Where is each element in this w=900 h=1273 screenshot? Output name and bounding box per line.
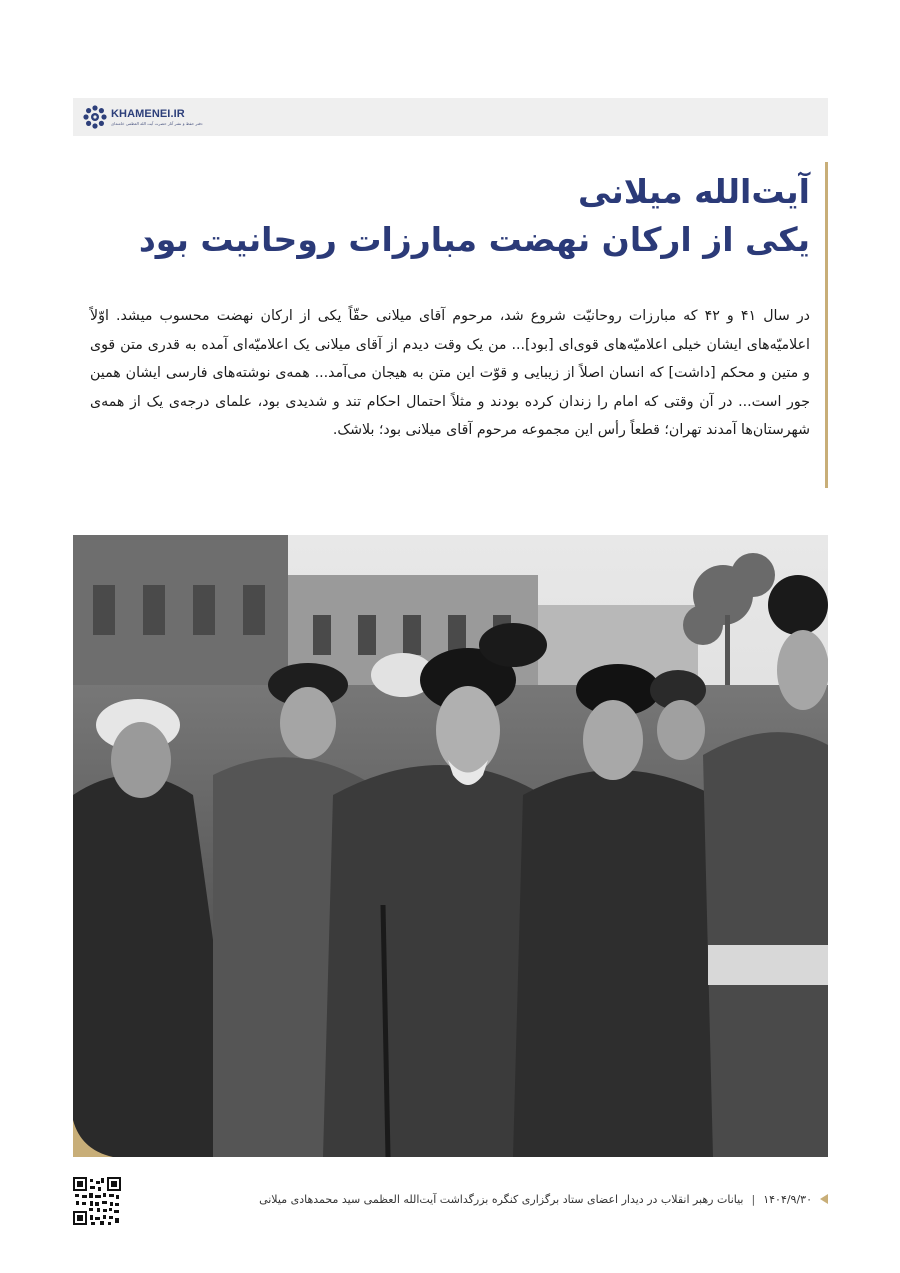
site-logo[interactable]: [82, 104, 203, 130]
site-subtitle: دفتر حفظ و نشر آثار حضرت آیت الله العظمی خامنه‌ای: [111, 120, 203, 126]
article-body: در سال ۴۱ و ۴۲ که مبارزات روحانیّت شروع شد، مرحوم آقای میلانی حقّاً یکی از ارکان نهضت محسوب میشد. اوّلاً اعلامیّه‌های ایشان خیلی اعلامیّه‌های قوی‌ای [بود]... من یک وقت دیدم از آقای میلانی یک اعلامیّه‌ای آمده به قدری متن قوی و متین و محکم [داشت] که انسان اصلاً از زیبایی و قوّت این متن به هیجان می‌آمد... همه‌ی نوشته‌های فارسی ایشان همین جور است... در آن وقتی که امام را زندان کرده بودند و مثلاً احتمال احکام تند و شدیدی بود، علمای درجه‌ی یک از همه‌ی شهرستان‌ها آمدند تهران؛ قطعاً رأس این مجموعه مرحوم آقای میلانی بود؛ بلاشک.: [90, 308, 810, 438]
site-name: KHAMENEI.IR: [111, 107, 185, 120]
qr-code-icon[interactable]: [73, 1177, 121, 1225]
accent-line: [825, 162, 828, 488]
gold-corner-decoration: [73, 1120, 113, 1157]
top-bar: [73, 98, 828, 136]
page-title: [139, 168, 810, 264]
footer-caption: [259, 1188, 828, 1210]
historical-photo: [73, 535, 828, 1157]
photo-illustration: [73, 535, 828, 1157]
article-header: [73, 162, 828, 488]
title-line-1: آیت‌الله میلانی: [577, 172, 810, 211]
triangle-arrow-icon: [820, 1194, 828, 1204]
title-line-2: یکی از ارکان نهضت مبارزات روحانیت بود: [138, 220, 810, 259]
footer-separator: |: [751, 1192, 756, 1206]
khamenei-logo-icon: [82, 104, 108, 130]
footer-caption-text: بیانات رهبر انقلاب در دیدار اعضای ستاد برگزاری کنگره بزرگداشت آیت‌الله العظمی سید محمدهادی میلانی: [259, 1192, 744, 1206]
footer-date: ۱۴۰۴/۹/۳۰: [763, 1192, 812, 1206]
